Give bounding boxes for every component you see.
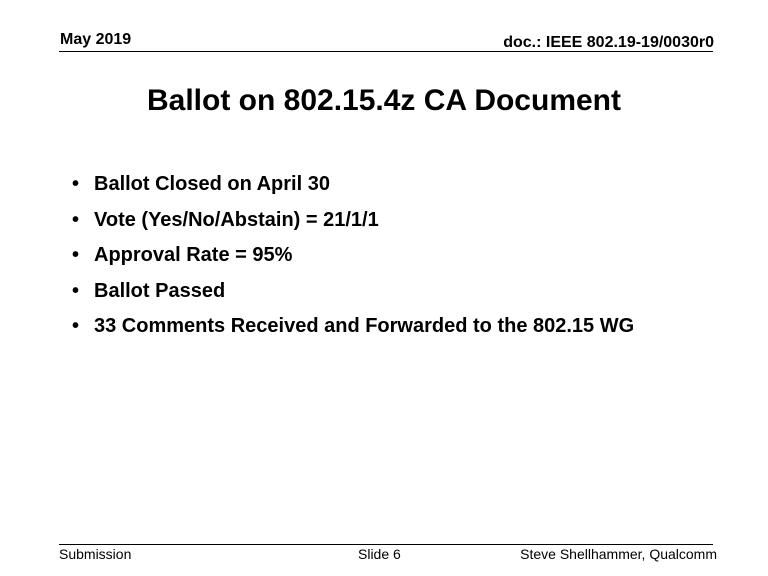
bullet-item bbox=[72, 171, 634, 207]
bullet-text: Vote (Yes/No/Abstain) = 21/1/1 bbox=[94, 208, 379, 231]
bullet-item bbox=[72, 207, 634, 243]
bullet-item bbox=[72, 313, 634, 349]
header-doc-id: doc.: IEEE 802.19-19/0030r0 bbox=[503, 34, 714, 51]
header-divider bbox=[59, 51, 713, 52]
bullet-item bbox=[72, 242, 634, 278]
bullet-dot-icon: • bbox=[72, 244, 80, 266]
bullet-dot-icon: • bbox=[72, 279, 80, 302]
bullet-text: Approval Rate = 95% bbox=[94, 244, 293, 266]
footer-divider bbox=[59, 544, 713, 545]
bullet-dot-icon: • bbox=[72, 173, 80, 195]
bullet-dot-icon: • bbox=[72, 208, 80, 231]
slide-title: Ballot on 802.15.4z CA Document bbox=[147, 84, 621, 117]
bullet-text: Ballot Closed on April 30 bbox=[94, 173, 330, 195]
footer-submission: Submission bbox=[59, 546, 132, 562]
header-date: May 2019 bbox=[60, 31, 132, 48]
bullet-dot-icon: • bbox=[72, 315, 80, 337]
bullet-text: 33 Comments Received and Forwarded to the 802.15 WG bbox=[94, 315, 635, 337]
bullet-list bbox=[72, 171, 634, 349]
footer-slide-number: Slide 6 bbox=[358, 546, 401, 562]
bullet-text: Ballot Passed bbox=[94, 279, 226, 302]
bullet-item bbox=[72, 278, 634, 314]
footer-author: Steve Shellhammer, Qualcomm bbox=[520, 546, 717, 562]
